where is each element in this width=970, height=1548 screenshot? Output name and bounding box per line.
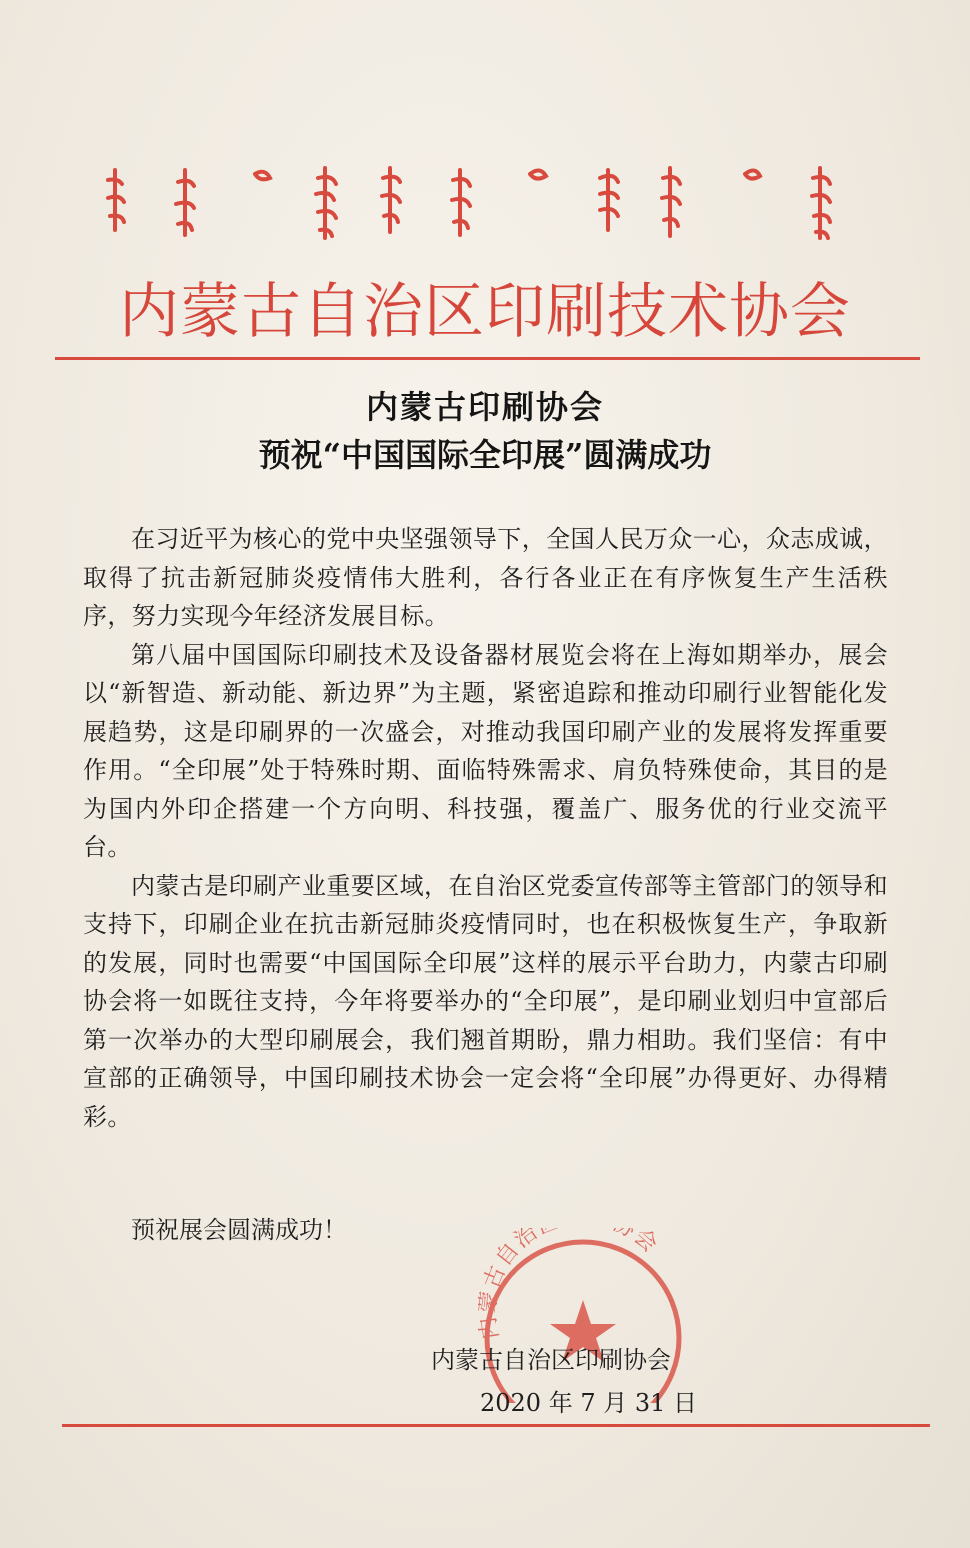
body-paragraph-2: 第八届中国国际印刷技术及设备器材展览会将在上海如期举办，展会以“新智造、新动能、新边界”为主题，紧密追踪和推动印刷行业智能化发展趋势，这是印刷界的一次盛会，对推动我国印刷产业的发展将发挥重要作用。“全印展”处于特殊时期、面临特殊需求、肩负特殊使命，其目的是为国内外印企搭建一个方向明、科技强，覆盖广、服务优的行业交流平台。 bbox=[83, 640, 888, 861]
official-seal bbox=[478, 1228, 688, 1403]
mongolian-letterhead bbox=[100, 160, 860, 250]
signature-organization: 内蒙古自治区印刷协会 bbox=[431, 1346, 671, 1374]
headline-line-1: 内蒙古印刷协会 bbox=[365, 388, 604, 426]
mongolian-script-graphic bbox=[100, 160, 860, 250]
headline-line-2: 预祝“中国国际全印展”圆满成功 bbox=[258, 436, 712, 474]
footer-divider bbox=[62, 1424, 930, 1427]
seal-text: 内蒙古自治 会 bbox=[478, 1228, 664, 1341]
signature-date: 2020 年 7 月 31 日 bbox=[480, 1389, 698, 1417]
body-paragraph-3: 内蒙古是印刷产业重要区域，在自治区党委宣传部等主管部门的领导和支持下，印刷企业在抗击新冠肺炎疫情同时，也在积极恢复生产，争取新的发展，同时也需要“中国国际全印展”这样的展示平台助力，内蒙古印刷协会将一如既往支持，今年将要举办的“全印展”，是印刷业划归中宣部后第一次举办的大型印刷展会，我们翘首期盼，鼎力相助。我们坚信：有中宣部的正确领导，中国印刷技术协会一定会将“全印展”办得更好、办得精彩。 bbox=[83, 871, 888, 1131]
body-paragraph-1: 在习近平为核心的党中央坚强领导下，全国人民万众一心，众志成诚，取得了抗击新冠肺炎疫情伟大胜利，各行各业正在有序恢复生产生活秩序，努力实现今年经济发展目标。 bbox=[83, 525, 888, 630]
letter-body bbox=[83, 520, 888, 1136]
closing-line: 预祝展会圆满成功！ bbox=[131, 1216, 347, 1244]
seal-graphic bbox=[478, 1228, 688, 1403]
letterhead-divider bbox=[55, 357, 920, 360]
letterhead-organization-name: 内蒙古自治区印刷技术协会 bbox=[119, 277, 851, 347]
